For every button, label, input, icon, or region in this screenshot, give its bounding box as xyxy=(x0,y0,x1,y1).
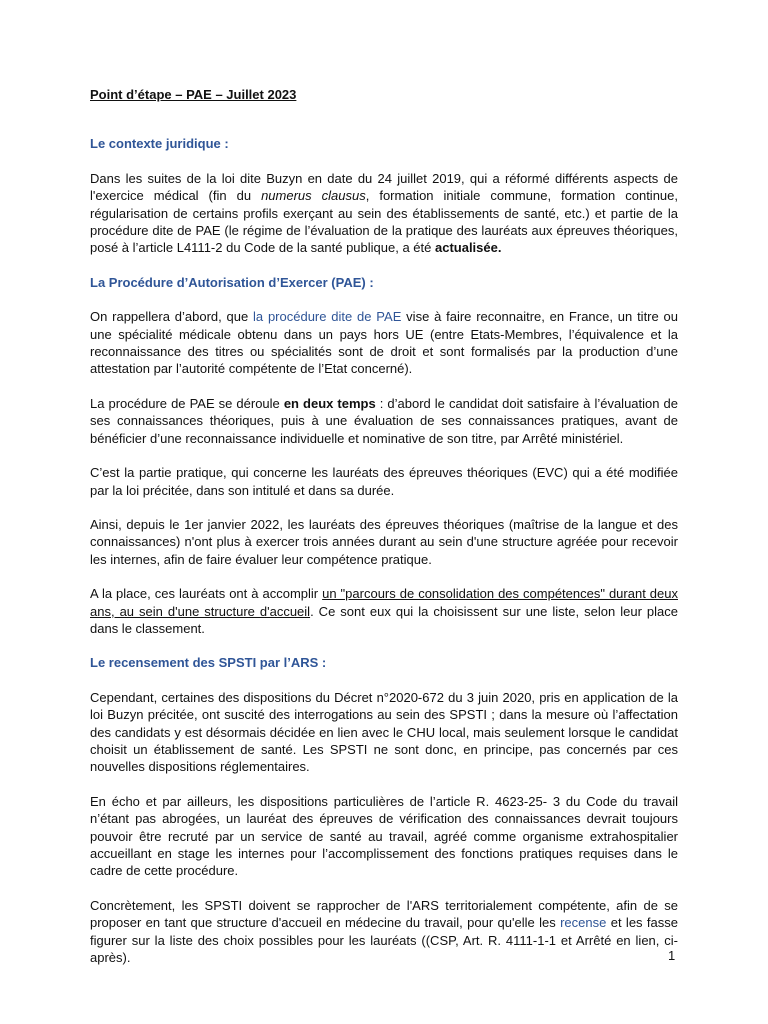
text-run: Cependant, certaines des dispositions du Décret n°2020-672 du 3 juin 2020, pris en application de la loi Buzyn précitée, ont suscité des interrogations au sein des SPSTI ; dans la mesure où l’affectation des candidats y est désormais décidée en lien avec le CHU local, mais seulement lorsque le candidat choisit un établissement de santé. Les SPSTI ne sont donc, en principe, pas concernés par ces nouvelles dispositions réglementaires. xyxy=(90,689,678,775)
paragraph xyxy=(90,516,678,568)
text-run: A la place, ces lauréats ont à accomplir xyxy=(90,586,323,602)
paragraph xyxy=(90,897,678,967)
document-body xyxy=(90,86,678,983)
text-run: , formation initiale commune, formation continue, régularisation de certains profils exerçant au sein des établissements de santé, etc.) et partie de la procédure dite de PAE (le régime de l’évaluation de la pratique des lauréats aux épreuves théoriques, posé à l’article L4111-2 du Code de la santé publique, a été xyxy=(90,188,678,256)
text-run: Ainsi, depuis le 1er janvier 2022, les lauréats des épreuves théoriques (maîtrise de la langue et des connaissances) n'ont plus à exercer trois années durant au sein d'une structure agréée pour recevoir les internes, afin de faire évaluer leur compétence pratique. xyxy=(90,516,678,567)
inline-link[interactable]: recense xyxy=(560,915,607,931)
page-number: 1 xyxy=(668,948,676,963)
paragraph xyxy=(90,395,678,447)
section-heading: La Procédure d’Autorisation d’Exercer (PAE) : xyxy=(90,274,374,290)
section-heading: Le recensement des SPSTI par l’ARS : xyxy=(90,655,327,671)
inline-link[interactable]: la procédure dite de PAE xyxy=(253,309,402,325)
bold-text: actualisée. xyxy=(434,240,502,256)
text-run: vise à faire reconnaitre, en France, un titre ou une spécialité médicale obtenu dans un pays hors UE (entre Etats-Membres, l’équivalence et la reconnaissance des titres ou spécialités sont de droit et sont formalisés par la production d’une attestation par l’autorité compétente de l’Etat concerné). xyxy=(90,309,678,377)
text-run: On rappellera d’abord, que xyxy=(90,309,254,325)
page-title: Point d’étape – PAE – Juillet 2023 xyxy=(90,87,297,102)
paragraph xyxy=(90,464,678,499)
text-run: . Ce sont eux qui la choisissent sur une liste, selon leur place dans le classement. xyxy=(90,603,678,636)
text-run: et les fasse figurer sur la liste des choix possibles pour les lauréats ((CSP, Art. R. 4111-1-1 et Arrêté en lien, ci-après). xyxy=(90,915,678,966)
text-run: Dans les suites de la loi dite Buzyn en date du 24 juillet 2019, qui a réformé différents aspects de l'exercice médical (fin du xyxy=(90,170,678,204)
bold-text: en deux temps xyxy=(283,395,376,411)
paragraph xyxy=(90,793,678,880)
text-run: : d’abord le candidat doit satisfaire à l’évaluation de ses connaissances théoriques, puis à une évaluation de ses connaissances pratiques, avant de bénéficier d’une reconnaissance individuelle et nominative de son titre, par Arrêté ministériel. xyxy=(90,395,678,446)
text-run: Concrètement, les SPSTI doivent se rapprocher de l'ARS territorialement compétente, afin de se proposer en tant que structure d'accueil en médecine du travail, pour qu'elle les xyxy=(90,897,678,931)
text-run: En écho et par ailleurs, les dispositions particulières de l’article R. 4623-25- 3 du Code du travail n’étant pas abrogées, un lauréat des épreuves de vérification des connaissances devrait toujours pouvoir être recruté par un service de santé au travail, agréé comme organisme extrahospitalier accueillant en stage les internes pour l’accomplissement des fonctions pratiques requises dans le cadre de cette procédure. xyxy=(90,793,678,879)
text-run: La procédure de PAE se déroule xyxy=(90,395,284,411)
paragraph xyxy=(90,585,678,637)
section-heading: Le contexte juridique : xyxy=(90,136,229,152)
sections-container xyxy=(90,135,678,966)
paragraph xyxy=(90,308,678,378)
paragraph xyxy=(90,689,678,776)
text-run: C’est la partie pratique, qui concerne les lauréats des épreuves théoriques (EVC) qui a été modifiée par la loi précitée, dans son intitulé et dans sa durée. xyxy=(90,465,678,498)
paragraph xyxy=(90,170,678,257)
underlined-text: un "parcours de consolidation des compétences" durant deux ans, au sein d'une structure d'accueil xyxy=(90,586,678,619)
italic-text: numerus clausus xyxy=(261,188,366,204)
